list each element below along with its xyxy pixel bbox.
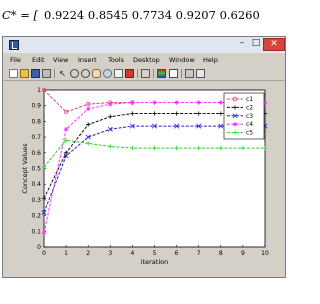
series-point-c4 bbox=[152, 100, 156, 104]
menu-tools[interactable]: Tools bbox=[108, 56, 125, 64]
legend-label-c1: c1 bbox=[246, 96, 254, 103]
toolbar-separator bbox=[181, 69, 182, 78]
series-point-c4 bbox=[174, 100, 178, 104]
y-tick-label: 0.7 bbox=[31, 134, 41, 142]
toolbar-separator bbox=[54, 69, 55, 78]
brush-icon[interactable] bbox=[125, 69, 134, 78]
series-point-c4 bbox=[197, 100, 201, 104]
y-tick-label: 0.9 bbox=[31, 102, 41, 110]
y-tick-label: 0 bbox=[37, 244, 41, 251]
y-tick-label: 0.2 bbox=[31, 212, 41, 220]
new-file-icon[interactable] bbox=[9, 69, 18, 78]
print-icon[interactable] bbox=[42, 69, 51, 78]
x-tick-label: 0 bbox=[42, 250, 46, 257]
menu-edit[interactable]: Edit bbox=[32, 56, 45, 64]
equation-prefix: C* = [ bbox=[2, 8, 38, 22]
maximize-button[interactable]: □ bbox=[251, 38, 261, 48]
minimize-button[interactable]: – bbox=[239, 38, 245, 48]
pan-hand-icon[interactable] bbox=[92, 69, 101, 78]
toolbar bbox=[3, 67, 285, 81]
open-folder-icon[interactable] bbox=[20, 69, 29, 78]
y-tick-label: 0.1 bbox=[31, 228, 41, 236]
x-tick-label: 10 bbox=[261, 250, 269, 257]
zoom-in-icon[interactable] bbox=[70, 69, 79, 78]
x-tick-label: 1 bbox=[64, 250, 69, 257]
menu-bar bbox=[3, 54, 285, 66]
rotate-icon[interactable] bbox=[103, 69, 112, 78]
title-bar[interactable] bbox=[3, 37, 285, 53]
legend-label-c4: c4 bbox=[246, 121, 254, 129]
legend-label-c3: c3 bbox=[246, 112, 254, 120]
zoom-out-icon[interactable] bbox=[81, 69, 90, 78]
series-point-c4 bbox=[130, 100, 134, 104]
hide-plot-tools-icon[interactable] bbox=[185, 69, 194, 78]
x-tick-label: 7 bbox=[196, 250, 201, 257]
data-cursor-icon[interactable] bbox=[114, 69, 123, 78]
y-tick-label: 0.8 bbox=[31, 118, 41, 126]
series-point-c4 bbox=[42, 231, 46, 235]
legend-marker-c4 bbox=[233, 122, 237, 126]
legend-label-c5: c5 bbox=[246, 129, 254, 137]
toolbar-separator bbox=[153, 69, 154, 78]
link-plot-icon[interactable] bbox=[141, 69, 150, 78]
x-axis-label: iteration bbox=[140, 258, 169, 266]
series-point-c4 bbox=[64, 127, 68, 131]
y-axis-label: Concept Values bbox=[21, 143, 29, 194]
x-tick-label: 3 bbox=[108, 250, 113, 257]
series-point-c4 bbox=[86, 107, 90, 111]
x-tick-label: 5 bbox=[152, 250, 157, 257]
x-tick-label: 2 bbox=[86, 250, 91, 257]
x-tick-label: 4 bbox=[130, 250, 135, 257]
menu-window[interactable]: Window bbox=[169, 56, 195, 64]
line-chart bbox=[3, 81, 285, 277]
equation-values: 0.9224 0.8545 0.7734 0.9207 0.6260 bbox=[44, 8, 260, 22]
menu-file[interactable]: File bbox=[10, 56, 21, 64]
menu-view[interactable]: View bbox=[53, 56, 69, 64]
x-tick-label: 6 bbox=[174, 250, 179, 257]
figure-window bbox=[2, 36, 286, 278]
save-icon[interactable] bbox=[31, 69, 40, 78]
menu-desktop[interactable]: Desktop bbox=[133, 56, 160, 64]
x-tick-label: 8 bbox=[218, 250, 223, 257]
figure-canvas bbox=[3, 81, 285, 277]
legend-label-c2: c2 bbox=[246, 104, 254, 112]
x-tick-label: 9 bbox=[240, 250, 245, 257]
matlab-icon bbox=[9, 40, 19, 50]
menu-insert[interactable]: Insert bbox=[78, 56, 97, 64]
dock-icon[interactable] bbox=[196, 69, 205, 78]
y-tick-label: 0.4 bbox=[31, 181, 41, 189]
toolbar-separator bbox=[137, 69, 138, 78]
colorbar-icon[interactable] bbox=[157, 69, 166, 78]
pointer-icon[interactable]: ↖ bbox=[59, 69, 66, 78]
y-tick-label: 0.6 bbox=[31, 149, 41, 157]
y-tick-label: 0.3 bbox=[31, 196, 41, 204]
series-point-c4 bbox=[219, 100, 223, 104]
close-button[interactable]: ✕ bbox=[263, 38, 285, 51]
equation-text bbox=[0, 0, 298, 28]
series-point-c4 bbox=[108, 102, 112, 106]
menu-help[interactable]: Help bbox=[203, 56, 218, 64]
y-tick-label: 0.5 bbox=[31, 165, 41, 173]
y-tick-label: 1 bbox=[37, 87, 41, 94]
legend-icon[interactable] bbox=[169, 69, 178, 78]
